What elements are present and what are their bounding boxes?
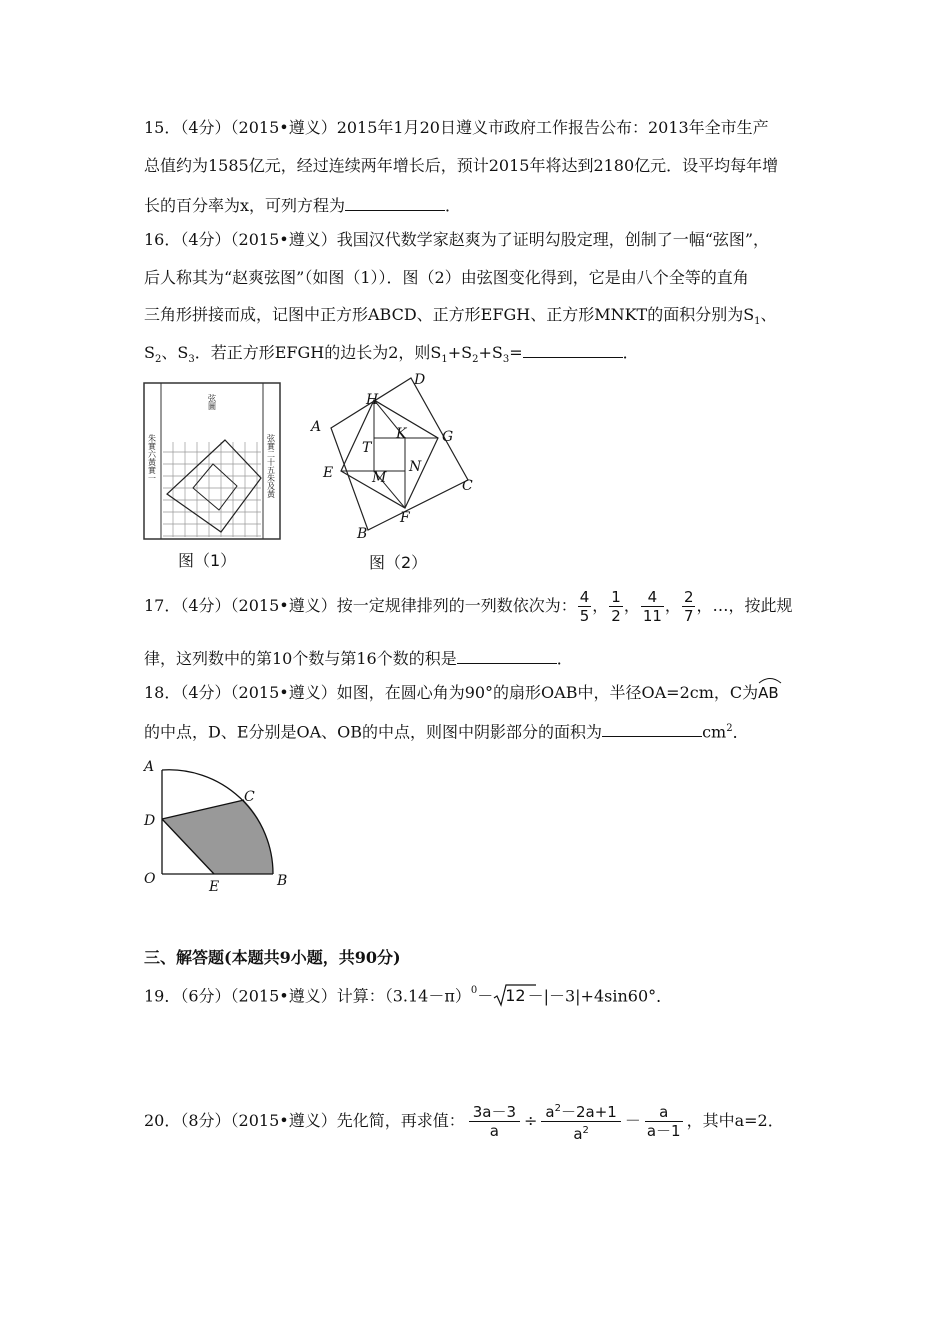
label-C: C (244, 789, 255, 805)
numerator: 1 (611, 588, 621, 606)
q18-line1-text: 18．（4分）（2015•遵义）如图，在圆心角为90°的扇形OAB中，半径OA=2cm，C为 (144, 683, 759, 702)
fig1-top-text: 弦圖 (207, 394, 217, 410)
answer-blank[interactable] (602, 720, 702, 737)
label-D: D (414, 372, 426, 388)
fraction-f3 (645, 1103, 683, 1140)
radicand: 12 (505, 986, 526, 1006)
fraction-3 (641, 588, 664, 625)
divide-sign: ÷ (523, 1111, 538, 1130)
q15-line3-text: 长的百分率为x，可列方程为 (144, 196, 346, 215)
label-H: H (366, 392, 379, 408)
q16-text: +S (478, 343, 503, 362)
sqrt-sign (493, 984, 537, 1008)
q16-line3-end: 、 (760, 305, 777, 324)
denominator: a (489, 1122, 499, 1140)
denominator: a－1 (646, 1122, 681, 1140)
label-A: A (311, 419, 322, 435)
numerator: 2 (683, 588, 694, 606)
section-heading: 三、解答题(本题共9小题，共90分) (144, 948, 401, 967)
q18-line2 (144, 719, 749, 742)
q17-suffix: …，按此规 (712, 596, 793, 615)
denominator: 5 (579, 607, 590, 625)
denominator: 7 (683, 607, 694, 625)
arc-mark (758, 676, 782, 684)
q20-prefix: 20．（8分）（2015•遵义）先化简，再求值： (144, 1111, 465, 1130)
arc-ab (758, 683, 779, 703)
q16-line3 (144, 305, 777, 332)
q16-end: ． (622, 343, 639, 362)
figure-sector (140, 756, 300, 896)
q17-line1 (144, 586, 793, 626)
q17-line2-text: 律，这列数中的第10个数与第16个数的积是 (144, 649, 457, 668)
arc-label: AB (758, 684, 779, 702)
comma: ， (696, 596, 713, 615)
fraction-1 (578, 588, 592, 625)
q16-line3-text: 三角形拼接而成，记图中正方形ABCD、正方形EFGH、正方形MNKT的面积分别为S (144, 305, 755, 324)
denominator: 2 (611, 607, 621, 625)
q16-text: = (509, 343, 523, 362)
figure-2-caption: 图（2） (369, 553, 428, 572)
figure-1-chord-diagram (143, 382, 281, 540)
q18-line2-text: 的中点，D、E分别是OA、OB的中点，则图中阴影部分的面积为 (144, 722, 603, 742)
label-A: A (144, 759, 155, 775)
subscript: 2 (154, 354, 162, 366)
q17-prefix: 17．（4分）（2015•遵义）按一定规律排列的一列数依次为： (144, 596, 577, 615)
comma: ， (592, 596, 609, 615)
label-K: K (396, 426, 407, 442)
label-D: D (144, 813, 156, 829)
q20 (144, 1098, 784, 1144)
numerator: 4 (641, 588, 664, 607)
numerator: 4 (579, 588, 590, 606)
q19-minus: － (477, 986, 494, 1006)
q19 (144, 983, 672, 1006)
q15-line3 (144, 194, 461, 216)
q18-line1 (144, 683, 779, 703)
label-B: B (357, 526, 368, 542)
label-B: B (277, 873, 288, 889)
q19-rest: －|－3|+4sin60°． (527, 986, 673, 1006)
answer-blank[interactable] (523, 341, 623, 358)
denominator: 11 (642, 607, 662, 625)
q16-line4 (144, 341, 639, 370)
q16-text: +S (447, 343, 473, 362)
q16-line2: 后人称其为“赵爽弦图”（如图（1））．图（2）由弦图变化得到，它是由八个全等的直角 (144, 268, 749, 287)
label-E: E (323, 465, 334, 481)
figure-2-geometry (308, 368, 478, 544)
fig1-left-text: 朱實六黃實一 (147, 434, 157, 482)
fraction-f2 (541, 1100, 620, 1143)
q20-suffix: ，其中a=2． (686, 1111, 784, 1130)
figure-1-caption: 图（1） (178, 551, 237, 570)
fraction-2 (609, 588, 623, 625)
q18-end: ． (732, 722, 749, 742)
unit-superscript: 2 (726, 723, 733, 734)
label-E: E (209, 879, 220, 895)
label-O: O (144, 871, 156, 887)
numerator (541, 1100, 620, 1122)
subscript: 1 (441, 354, 448, 366)
label-M: M (372, 470, 387, 486)
answer-blank[interactable] (345, 194, 445, 211)
q15-line2: 总值约为1585亿元，经过连续两年增长后，预计2015年将达到2180亿元．设平均每年增 (144, 156, 779, 175)
denominator (541, 1122, 620, 1143)
fraction-4 (682, 588, 696, 625)
subscript: 1 (754, 316, 761, 328)
label-G: G (442, 429, 454, 445)
q19-prefix: 19．（6分）（2015•遵义）计算：（3.14－π） (144, 986, 471, 1006)
answer-blank[interactable] (457, 647, 557, 664)
q15-line1: 15．（4分）（2015•遵义）2015年1月20日遵义市政府工作报告公布：2013年全市生产 (144, 118, 769, 137)
label-T: T (362, 440, 372, 456)
label-C: C (462, 478, 473, 494)
den-base: a (573, 1125, 583, 1143)
q17-end: ． (556, 649, 573, 668)
fig1-right-text: 弦實二十五朱及黃 (266, 434, 276, 498)
q17-line2 (144, 647, 573, 669)
label-N: N (409, 459, 422, 475)
numerator: a (645, 1103, 683, 1122)
q16-text: 、S (161, 343, 189, 362)
q15-end: ． (445, 196, 462, 215)
exponent: 0 (470, 985, 478, 996)
comma: ， (623, 596, 640, 615)
q16-text: S (144, 343, 155, 362)
label-F: F (400, 510, 410, 526)
fraction-f1 (469, 1103, 520, 1140)
unit: cm (702, 722, 727, 742)
num-base: a (545, 1103, 555, 1121)
num-exp: 2 (554, 1103, 561, 1114)
q16-text: ．若正方形EFGH的边长为2，则S (194, 343, 442, 362)
subscript: 2 (472, 354, 479, 366)
subscript: 3 (502, 354, 510, 366)
num-rest: －2a+1 (560, 1103, 617, 1121)
den-exp: 2 (582, 1125, 589, 1136)
q16-line1: 16．（4分）（2015•遵义）我国汉代数学家赵爽为了证明勾股定理，创制了一幅“弦图”， (144, 230, 770, 249)
numerator: 3a－3 (469, 1103, 520, 1122)
minus-sign: － (624, 1111, 641, 1130)
sqrt (493, 986, 527, 1006)
subscript: 3 (188, 354, 195, 366)
comma: ， (664, 596, 681, 615)
